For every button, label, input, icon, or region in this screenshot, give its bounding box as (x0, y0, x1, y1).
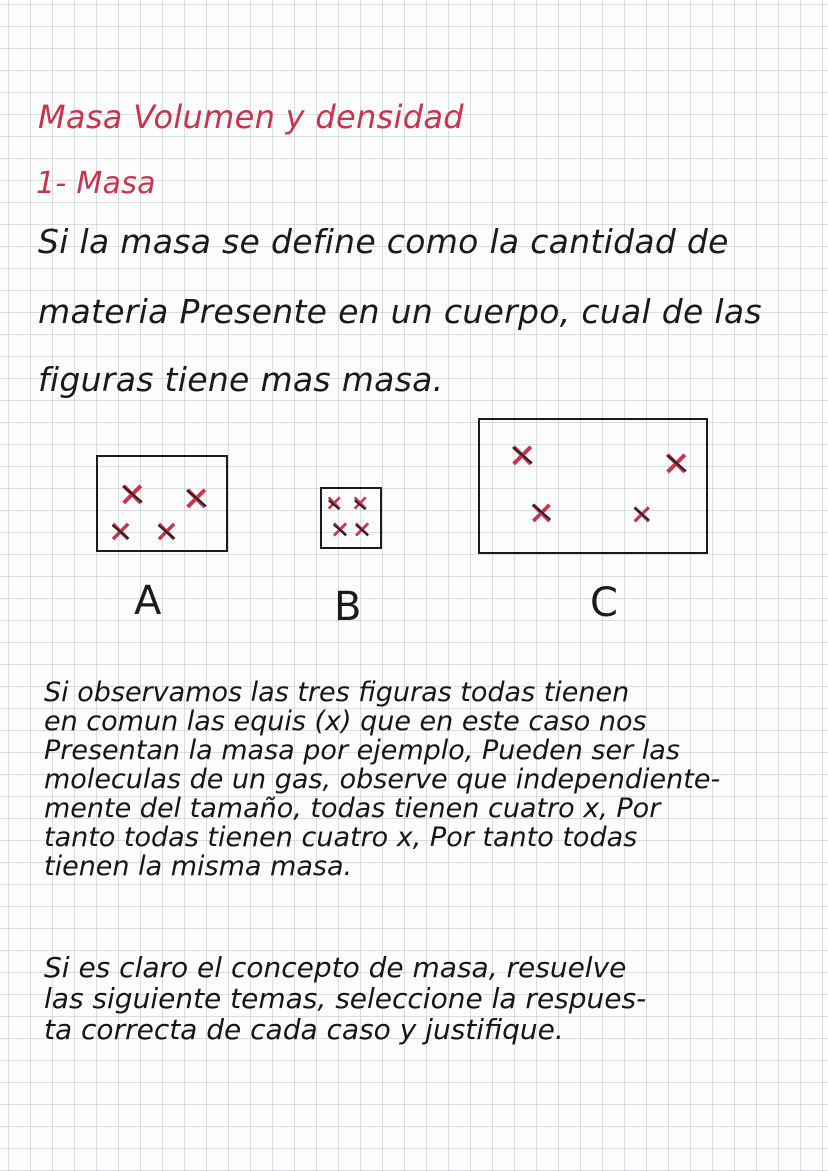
paragraph-line: Presentan la masa por ejemplo, Pueden ser las (44, 735, 680, 766)
figure-b-box (320, 487, 382, 549)
x-mark: × (662, 443, 691, 483)
paragraph-line: las siguiente temas, seleccione la respues- (44, 982, 647, 1015)
x-mark: × (108, 514, 134, 549)
figure-a-label: A (134, 578, 162, 624)
paragraph-line: mente del tamaño, todas tienen cuatro x, Por (44, 793, 661, 824)
paragraph-line: Si es claro el concepto de masa, resuelve (44, 951, 627, 984)
x-mark: × (352, 515, 373, 543)
x-mark: × (325, 491, 344, 516)
figure-b-label: B (334, 584, 362, 630)
figure-c-box (478, 418, 708, 554)
paragraph-line: ta correcta de cada caso y justifique. (44, 1013, 564, 1046)
paragraph-line: tanto todas tienen cuatro x, Por tanto todas (44, 822, 638, 853)
question-line: figuras tiene mas masa. (38, 360, 444, 399)
question-line: Si la masa se define como la cantidad de (38, 222, 729, 261)
figure-c-label: C (590, 580, 618, 626)
x-mark: × (351, 491, 370, 516)
page-title: Masa Volumen y densidad (38, 98, 464, 136)
paragraph-line: tienen la misma masa. (44, 851, 353, 882)
x-mark: × (182, 478, 211, 518)
question-line: materia Presente en un cuerpo, cual de las (38, 292, 762, 331)
x-mark: × (154, 514, 180, 549)
x-mark: × (118, 474, 147, 514)
x-mark: × (508, 435, 537, 475)
section-heading: 1- Masa (36, 166, 156, 201)
paragraph-line: Si observamos las tres figuras todas tienen (44, 677, 630, 708)
paragraph-line: moleculas de un gas, observe que independiente- (44, 764, 721, 795)
explanation-paragraph (44, 678, 814, 881)
figure-a-box (96, 455, 228, 552)
paragraph-line: en comun las equis (x) que en este caso nos (44, 706, 647, 737)
x-mark: × (528, 493, 555, 531)
x-mark: × (330, 515, 351, 543)
x-mark: × (630, 497, 654, 530)
instruction-paragraph (44, 952, 814, 1045)
